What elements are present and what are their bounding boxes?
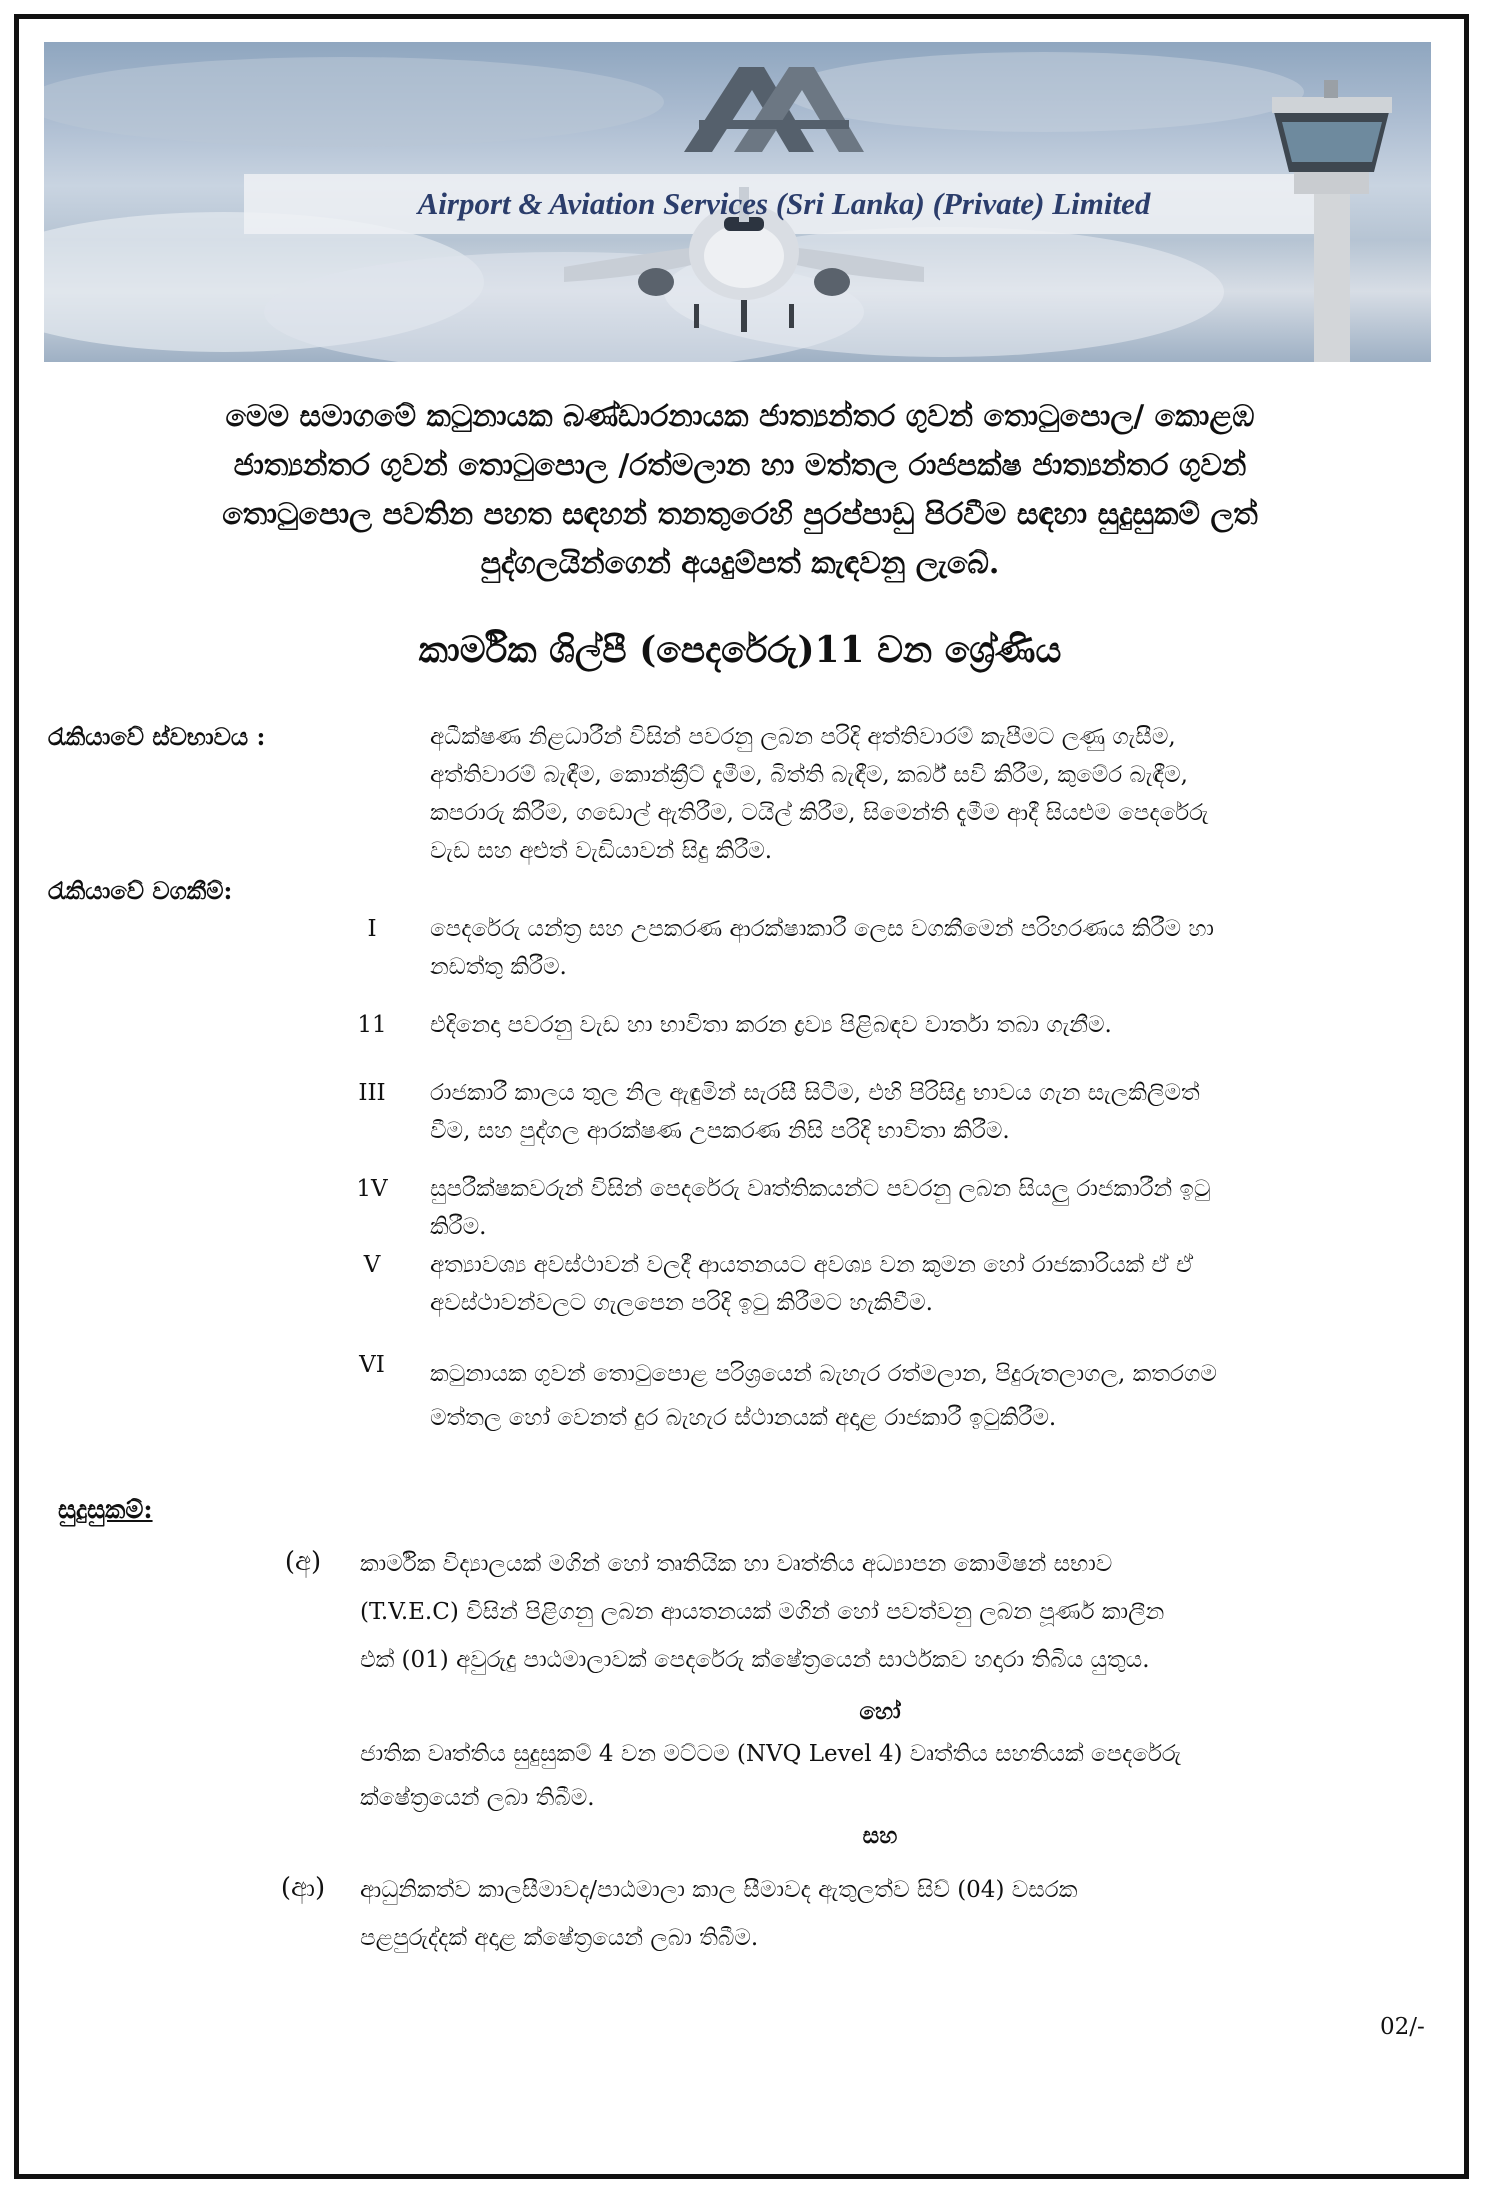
duty-line: කිරීම. <box>430 1214 487 1240</box>
qualification-line: ක්ෂේත්‍රයෙන් ලබා තිබීම. <box>360 1785 595 1811</box>
duty-line: අවස්ථාවන්වලට ගැලපෙන පරිදි ඉටු කිරීමට හැකිවීම. <box>430 1290 933 1316</box>
qualification-line: කාර්මික විද්‍යාලයක් මගින් හෝ තෘතියික හා වෘත්තිය අධ්‍යාපන කොමිෂන් සභාව <box>360 1551 1113 1577</box>
duty-marker: III <box>358 1080 386 1106</box>
post-title: කාර්මික ශිල්පී (පෙදරේරු)11 වන ශ්‍රේණිය <box>418 629 1062 671</box>
duty-line: රාජකාරී කාලය තුල නිල ඇඳුමින් සැරසී සිටීම, එහි පිරිසිදු භාවය ගැන සැලකිලිමත් <box>430 1080 1200 1106</box>
qualification-line: ආධුනිකත්ව කාලසීමාවද/පාඨමාලා කාල සීමාවද ඇතුලත්ව සිව් (04) වසරක <box>360 1877 1078 1903</box>
qualifications-label: සුදුසුකම්: <box>58 1495 153 1524</box>
page-number: 02/- <box>1380 2014 1425 2040</box>
intro-line: ජාත්‍යන්තර ගුවන් තොටුපොල /රත්මලාන හා මත්තල රාජපක්ෂ ජාත්‍යන්තර ගුවන් <box>233 448 1247 483</box>
duty-item <box>430 1170 1420 1246</box>
intro-paragraph <box>60 392 1420 588</box>
job-nature-line: අත්තිවාරම් බැඳීම, කොන්ක්‍රීට් දැමීම, බිත්ති බැඳීම, කර්බ් සවි කිරීම, කුමේර බැඳීම, <box>430 762 1188 788</box>
duty-item <box>430 1246 1420 1322</box>
intro-line: පුද්ගලයින්ගෙන් අයදුම්පත් කැඳවනු ලැබේ. <box>480 546 1000 581</box>
qualification-line: එක් (01) අවුරුදු පාඨමාලාවක් පෙදරේරු ක්ෂේත්‍රයෙන් සාර්ථකව හදාරා තිබිය යුතුය. <box>360 1647 1150 1673</box>
intro-line: තොටුපොල පවතින පහත සඳහන් තනතුරෙහි පුරප්පාඩු පිරවීම සඳහා සුදුසුකම් ලත් <box>222 497 1258 532</box>
qualification-marker: (ආ) <box>280 1873 326 1903</box>
duty-marker: V <box>363 1252 381 1278</box>
duty-marker: I <box>367 916 377 942</box>
qualification-item <box>360 1866 1420 1962</box>
qualification-item <box>360 1540 1420 1684</box>
duty-item <box>430 1074 1420 1150</box>
duty-line: නඩත්තු කිරීම. <box>430 954 567 980</box>
duty-item <box>430 910 1420 986</box>
and-separator: සහ <box>862 1822 898 1849</box>
qualification-marker: (අ) <box>284 1547 322 1577</box>
duty-marker: 1V <box>356 1176 388 1202</box>
duty-line: අත්‍යාවශ්‍ය අවස්ථාවන් වලදී ආයතනයට අවශ්‍ය වන කුමන හෝ රාජකාරියක් ඒ ඒ <box>430 1252 1194 1278</box>
duty-marker: 11 <box>357 1012 387 1038</box>
organization-name: Airport & Aviation Services (Sri Lanka) (Private) Limited <box>417 186 1151 221</box>
job-nature-text <box>430 718 1420 870</box>
job-nature-line: කපරාරු කිරීම, ගඩොල් ඇතිරීම, ටයිල් කිරීම, සිමෙන්ති දැමීම ආදී සියළුම පෙදරේරු <box>430 800 1209 826</box>
qualification-line: ජාතික වෘත්තිය සුදුසුකම් 4 වන මට්ටම (NVQ Level 4) වෘත්තිය සහතියක් පෙදරේරු <box>360 1741 1182 1767</box>
job-nature-label: රැකියාවේ ස්වභාවය : <box>48 722 266 751</box>
qualification-line: පළපුරුද්දක් අදාළ ක්ෂේත්‍රයෙන් ලබා තිබීම. <box>360 1925 759 1951</box>
duty-item <box>430 1006 1420 1044</box>
or-separator: හෝ <box>859 1698 901 1725</box>
duty-line: එදිනෙදා පවරනු වැඩ හා භාවිතා කරන ද්‍රව්‍ය පිළිබඳව වාර්තා තබා ගැනීම. <box>430 1012 1112 1038</box>
job-nature-line: වැඩ සහ අළුත් වැඩියාවන් සිදු කිරීම. <box>430 838 773 864</box>
duty-line: කටුනායක ගුවන් තොටුපොළ පරිශ්‍රයෙන් බැහැර රත්මලාන, පිදුරුතලාගල, කතරගම <box>430 1361 1217 1387</box>
duty-item <box>430 1352 1420 1440</box>
job-nature-line: අධීක්ෂණ නිළධාරීන් විසින් පවරනු ලබන පරිදි අත්තිවාරම් කැපීමට ලණු ගැසීම, <box>430 724 1176 750</box>
duty-line: මත්තල හෝ වෙනත් දුර බැහැර ස්ථානයක් අදාළ රාජකාරී ඉටුකිරීම. <box>430 1405 1057 1431</box>
qualification-line: (T.V.E.C) විසින් පිළිගනු ලබන ආයතනයක් මගින් හෝ පවත්වනු ලබන පූර්ණ කාලීන <box>360 1599 1165 1625</box>
header-banner <box>44 42 1431 362</box>
qualification-alternative <box>360 1732 1420 1820</box>
duty-line: වීම, සහ පුද්ගල ආරක්ෂණ උපකරණ නිසි පරිදි භාවිතා කිරීම. <box>430 1118 1010 1144</box>
intro-line: මෙම සමාගමේ කටුනායක බණ්ඩාරනායක ජාත්‍යන්තර ගුවන් තොටුපොල/ කොළඹ <box>225 399 1255 434</box>
duty-line: පෙදරේරු යන්ත්‍ර සහ උපකරණ ආරක්ෂාකාරී ලෙස වගකීමෙන් පරිහරණය කිරීම හා <box>430 916 1214 942</box>
duties-label: රැකියාවේ වගකීම්: <box>48 876 233 905</box>
duty-marker: VI <box>359 1352 385 1378</box>
duty-line: සුපරීක්ෂකවරුන් විසින් පෙදරේරු වෘත්තිකයන්ට පවරනු ලබන සියලු රාජකාරීන් ඉටු <box>430 1176 1211 1202</box>
